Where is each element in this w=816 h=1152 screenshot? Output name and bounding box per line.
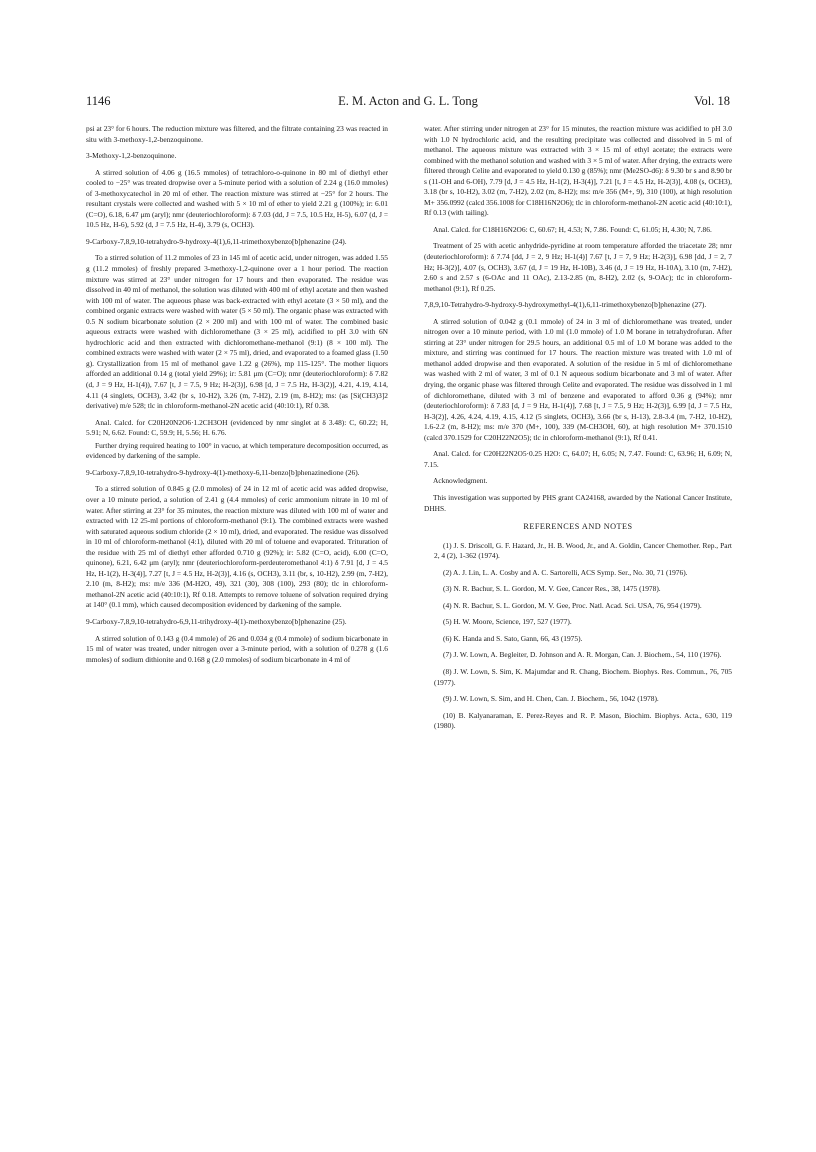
paragraph: Further drying required heating to 100° in vacuo, at which temperature decomposition occurred, as evidenced by darkening of the sample. — [86, 440, 388, 461]
right-column — [424, 124, 732, 738]
section-heading: 9-Carboxy-7,8,9,10-tetrahydro-9-hydroxy-4(1),6,11-trimethoxybenzo[b]phenazine (24). — [86, 236, 347, 246]
volume-label: Vol. 18 — [694, 94, 730, 108]
section-heading: 9-Carboxy-7,8,9,10-tetrahydro-6,9,11-trihydroxy-4(1)-methoxybenzo[b]phenazine (25). — [86, 616, 347, 626]
section-heading: 9-Carboxy-7,8,9,10-tetrahydro-9-hydroxy-4(1)-methoxy-6,11-benzo[b]phenazinedione (26). — [86, 467, 360, 477]
left-column — [86, 124, 388, 671]
references-title: REFERENCES AND NOTES — [523, 522, 633, 532]
reference-item: (8) J. W. Lown, S. Sim, K. Majumdar and R. Chang, Biochem. Biophys. Res. Commun., 76, 705 (1977). — [434, 666, 732, 687]
paragraph: To a stirred solution of 11.2 mmoles of 23 in 145 ml of acetic acid, under nitrogen, was added 1.55 g (11.2 mmoles) of freshly prepared 3-methoxy-1,2-quinone over a 1 hour period. The reaction mixture was stirred at 23° under nitrogen for 17 hours and then evaporated. The residue was dissolved in 40 ml of methanol, the solution was diluted with 400 ml of ethyl acetate and then washed with 100 ml of water. The aqueous phase was back-extracted with ethyl acetate (3 × 50 ml), and the combined organic extracts were washed with water (5 × 50 ml). The organic phase was extracted with 0.5 N sodium bicarbonate solution (2 × 200 ml) and with 100 ml of water. The combined basic aqueous extracts were washed with dichloromethane (3 × 25 ml), acidified to pH 3.0 with 6N hydrochloric acid and then extracted with dichloromethane-methanol (9:1) (8 × 100 ml). The combined extracts were washed with water (2 × 75 ml), dried, and evaporated to a foamed glass (1.50 g). Crystallization from 15 ml of methanol gave 1.22 g (26%), mp 115-125°. The mother liquors afforded an additional 0.14 g (total yield 29%); ir: 5.81 μm (C=O); nmr (deuteriochloroform): δ 7.82 (d, J = 9 Hz, H-1(4)), 7.67 [t, J = 7.5, 9 Hz; H-2(3)], 6.98 [d, J = 7.5 Hz, H-3(2)], 4.21, 4.19, 4.14, 4.11 (4 singlets, OCH3), 3.42 (br s, 10-H2), 3.26 (m, 7-H2), 2.19 (m, 8-H2); ms: (as [Si(CH3)3]2 derivative) m/e 528; tlc in chloroform-methanol-2N acetic acid (40:10:1), Rf 0.38. — [86, 253, 388, 411]
paragraph: A stirred solution of 0.143 g (0.4 mmole) of 26 and 0.034 g (0.4 mmole) of sodium bicarbonate in 15 ml of water was treated, under nitrogen over a 3-minute period, with a solution of 0.278 g (1.6 mmoles) of sodium dithionite and 0.168 g (2.0 mmoles) of sodium bicarbonate in 4 ml of — [86, 633, 388, 664]
reference-item: (7) J. W. Lown, A. Begleiter, D. Johnson and A. R. Morgan, Can. J. Biochem., 54, 110 (1976). — [443, 650, 722, 660]
analysis-paragraph: Anal. Calcd. for C18H16N2O6: C, 60.67; H, 4.53; N, 7.86. Found: C, 61.05; H, 4.30; N, 7.86. — [433, 224, 712, 234]
running-authors: E. M. Acton and G. L. Tong — [338, 94, 478, 108]
paragraph: To a stirred solution of 0.845 g (2.0 mmoles) of 24 in 12 ml of acetic acid was added dropwise, over a 10 minute period, a solution of 2.41 g (4.4 mmoles) of ceric ammonium nitrate in 10 ml of water. After stirring at 23° for 35 minutes, the reaction mixture was diluted with 100 ml of water and extracted with 12 25-ml portions of chloroform-methanol (9:1). The combined extracts were washed with saturated aqueous sodium chloride (2 × 10 ml), dried, and evaporated. The residue was dissolved in 10 ml of chloroform-methanol (4:1), diluted with 20 ml of toluene and evaporated. Trituration of the residue with 25 ml of diethyl ether afforded 0.710 g (92%); ir: 5.82 (C=O, acid), 6.00 (C=O, quinone), 6.21, 6.42 μm (aryl); nmr (deuteriochloroform-perdeuteromethanol 4:1) δ 7.91 [d, J = 4.5 Hz, H-1(2), H-3(4)], 7.27 [t, J = 4.5 Hz, H-2(3)], 4.16 (s, OCH3), 3.11 (br, s, 10-H2), 2.99 (m, 7-H2), 2.10 (m, 8-H2); ms: m/e 336 (M-H2O, 49), 321 (30), 308 (100), 293 (80); tlc in chloroform-methanol-2N acetic acid (40:10:1), Rf 0.18. Attempts to remove toluene of solvation required drying at 140° (0.1 mm), which caused decomposition evidenced by darkening of the sample. — [86, 484, 388, 610]
section-heading: 3-Methoxy-1,2-benzoquinone. — [86, 151, 177, 161]
section-heading: 7,8,9,10-Tetrahydro-9-hydroxy-9-hydroxymethyl-4(1),6,11-trimethoxybenzo[b]phenazine (27). — [424, 300, 707, 310]
reference-item: (10) B. Kalyanaraman, E. Perez-Reyes and R. P. Mason, Biochim. Biophys. Acta., 630, 119 (1980). — [434, 710, 732, 731]
paragraph: A stirred solution of 4.06 g (16.5 mmoles) of tetrachloro-o-quinone in 80 ml of diethyl ether cooled to −25° was treated dropwise over a 5-minute period with a solution of 2.24 g (16.0 mmoles) of 3-methoxycatechol in 20 ml of ether. The reaction mixture was stirred at −25° for 2 hours. The resultant crystals were collected and washed with 5 × 10 ml of ether to yield 2.21 g (100%); ir: 6.01 (C=O), 6.18, 6.47 μm (aryl); nmr (deuteriochloroform): δ 7.03 (dd, J = 7.5, 10.5 Hz, H-5), 6.07 (d, J = 10.5 Hz, H-6), 5.92 (d, J = 7.5 Hz, H-4), 3.79 (s, OCH3). — [86, 167, 388, 230]
acknowledgment-title: Acknowledgment. — [433, 476, 488, 486]
paragraph: Treatment of 25 with acetic anhydride-pyridine at room temperature afforded the triacetate 28; nmr (deuteriochloroform): δ 7.74 [dd, J = 2, 9 Hz; H-1(4)] 7.67 [t, J = 7, 9 Hz; H-2(3)], 6.98 [dd, J = 2, 7 Hz; H-3(2)], 4.07 (s, OCH3), 3.67 (d, J = 19 Hz, H-10B), 3.46 (d, J = 19 Hz, H-10A), 3.10 (m, 7-H2), 2.60 s and 2.57 s (6-OAc and 11 OAc), 2.13-2.85 (m, 8-H2), 2.02 (s, 9-OAc); tlc in chloroform-methanol (9:1), Rf 0.25. — [424, 241, 732, 293]
page-number: 1146 — [86, 94, 111, 108]
reference-item: (5) H. W. Moore, Science, 197, 527 (1977). — [443, 617, 572, 627]
reference-item: (9) J. W. Lown, S. Sim, and H. Chen, Can. J. Biochem., 56, 1042 (1978). — [443, 694, 659, 704]
paragraph: water. After stirring under nitrogen at 23° for 15 minutes, the reaction mixture was acidified to pH 3.0 with 1.0 N hydrochloric acid, and the resulting precipitate was collected and dissolved in 5 ml of methanol. The aqueous mixture was extracted with 3 × 15 ml of ethyl acetate; the extracts were combined with the methanol solution and washed with 3 × 5 ml of water. After drying, the extracts were filtered through Celite and evaporated to yield 0.130 g (85%); nmr (Me2SO-d6): δ 9.30 br s and 8.90 br s (11-OH and 6-OH), 7.79 [d, J = 4.5 Hz, H-1(2), H-3(4)], 7.21 [t, J = 4.5 Hz, H-2(3)], 4.08 (s, OCH3), 3.18 (br s, 10-H2), 3.02 (m, 7-H2), 2.02 (m, 8-H2); ms: m/e 356 (M+, 9), 310 (100), at high resolution M+ 356.0992 (calcd 356.1008 for C18H16N2O6); tlc in chloroform-methanol-2N acetic acid (40:10:1), Rf 0.13 (with tailing). — [424, 124, 732, 218]
paragraph: A stirred solution of 0.042 g (0.1 mmole) of 24 in 3 ml of dichloromethane was treated, under nitrogen over a 10 minute period, with 1.0 ml (1.0 mmole) of 1.0 M borane in tetrahydrofuran. After stirring at 23° under nitrogen for 29.5 hours, an additional 0.5 ml of 1.0 M borane was added to the mixture, and stirring was continued for 17 hours. The reaction mixture was treated with 1.0 ml of methanol added dropwise and then evaporated. A solution of the residue in 5 ml of dichloromethane was washed with 2 ml of water, 3 ml of 0.1 N aqueous sodium bicarbonate and 3 ml of water. After drying, the organic phase was filtered through Celite and evaporated. The residue was dissolved in 1 ml of dichloromethane, diluted with 3 ml of benzene and evaporated to afford 0.36 g (94%); nmr (deuteriochloroform): δ 7.83 [d, J = 9 Hz, H-1(4)], 7.68 [t, J = 7.5, 9 Hz; H-2(3)], 6.99 [d, J = 7.5 Hz, H-3(2)], 4.26, 4.24, 4.19, 4.15, 4.12 (5 singlets, OCH3), 3.66 (br s, H-13), 2.8-3.4 (m, 7-H2, 10-H2), 1.6-2.2 (m, 8-H2); ms: m/e 370 (M+, 100), 339 (M-CH3OH, 60), at high resolution M+ 370.1510 (calcd 370.1529 for C20H22N2O5); tlc in chloroform-methanol (9:1), Rf 0.41. — [424, 316, 732, 442]
acknowledgment-text: This investigation was supported by PHS grant CA24168, awarded by the National Cancer Institute, DHHS. — [424, 492, 732, 513]
reference-item: (4) N. R. Bachur, S. L. Gordon, M. V. Gee, Proc. Natl. Acad. Sci. USA, 76, 954 (1979). — [443, 600, 702, 610]
reference-item: (2) A. J. Lin, L. A. Cosby and A. C. Sartorelli, ACS Symp. Ser., No. 30, 71 (1976). — [443, 567, 688, 577]
reference-item: (6) K. Handa and S. Sato, Gann, 66, 43 (1975). — [443, 633, 583, 643]
analysis-paragraph: Anal. Calcd. for C20H20N2O6·1.2CH3OH (evidenced by nmr singlet at δ 3.48): C, 60.22; H, 5.91; N, 6.62. Found: C, 59.9; H, 5.56; H. 6.76. — [86, 417, 388, 438]
paragraph: psi at 23° for 6 hours. The reduction mixture was filtered, and the filtrate containing 23 was reacted in situ with 3-methoxy-1,2-benzoquinone. — [86, 124, 388, 144]
reference-item: (3) N. R. Bachur, S. L. Gordon, M. V. Gee, Cancer Res., 38, 1475 (1978). — [443, 584, 661, 594]
analysis-paragraph: Anal. Calcd. for C20H22N2O5·0.25 H2O: C, 64.07; H, 6.05; N, 7.47. Found: C, 63.96; H, 6.09; N, 7.15. — [424, 449, 732, 469]
running-header — [86, 94, 730, 112]
reference-item: (1) J. S. Driscoll, G. F. Hazard, Jr., H. B. Wood, Jr., and A. Goldin, Cancer Chemother. Rep., Part 2, 4 (2), 1-362 (1974). — [434, 540, 732, 561]
reference-list — [424, 541, 732, 732]
